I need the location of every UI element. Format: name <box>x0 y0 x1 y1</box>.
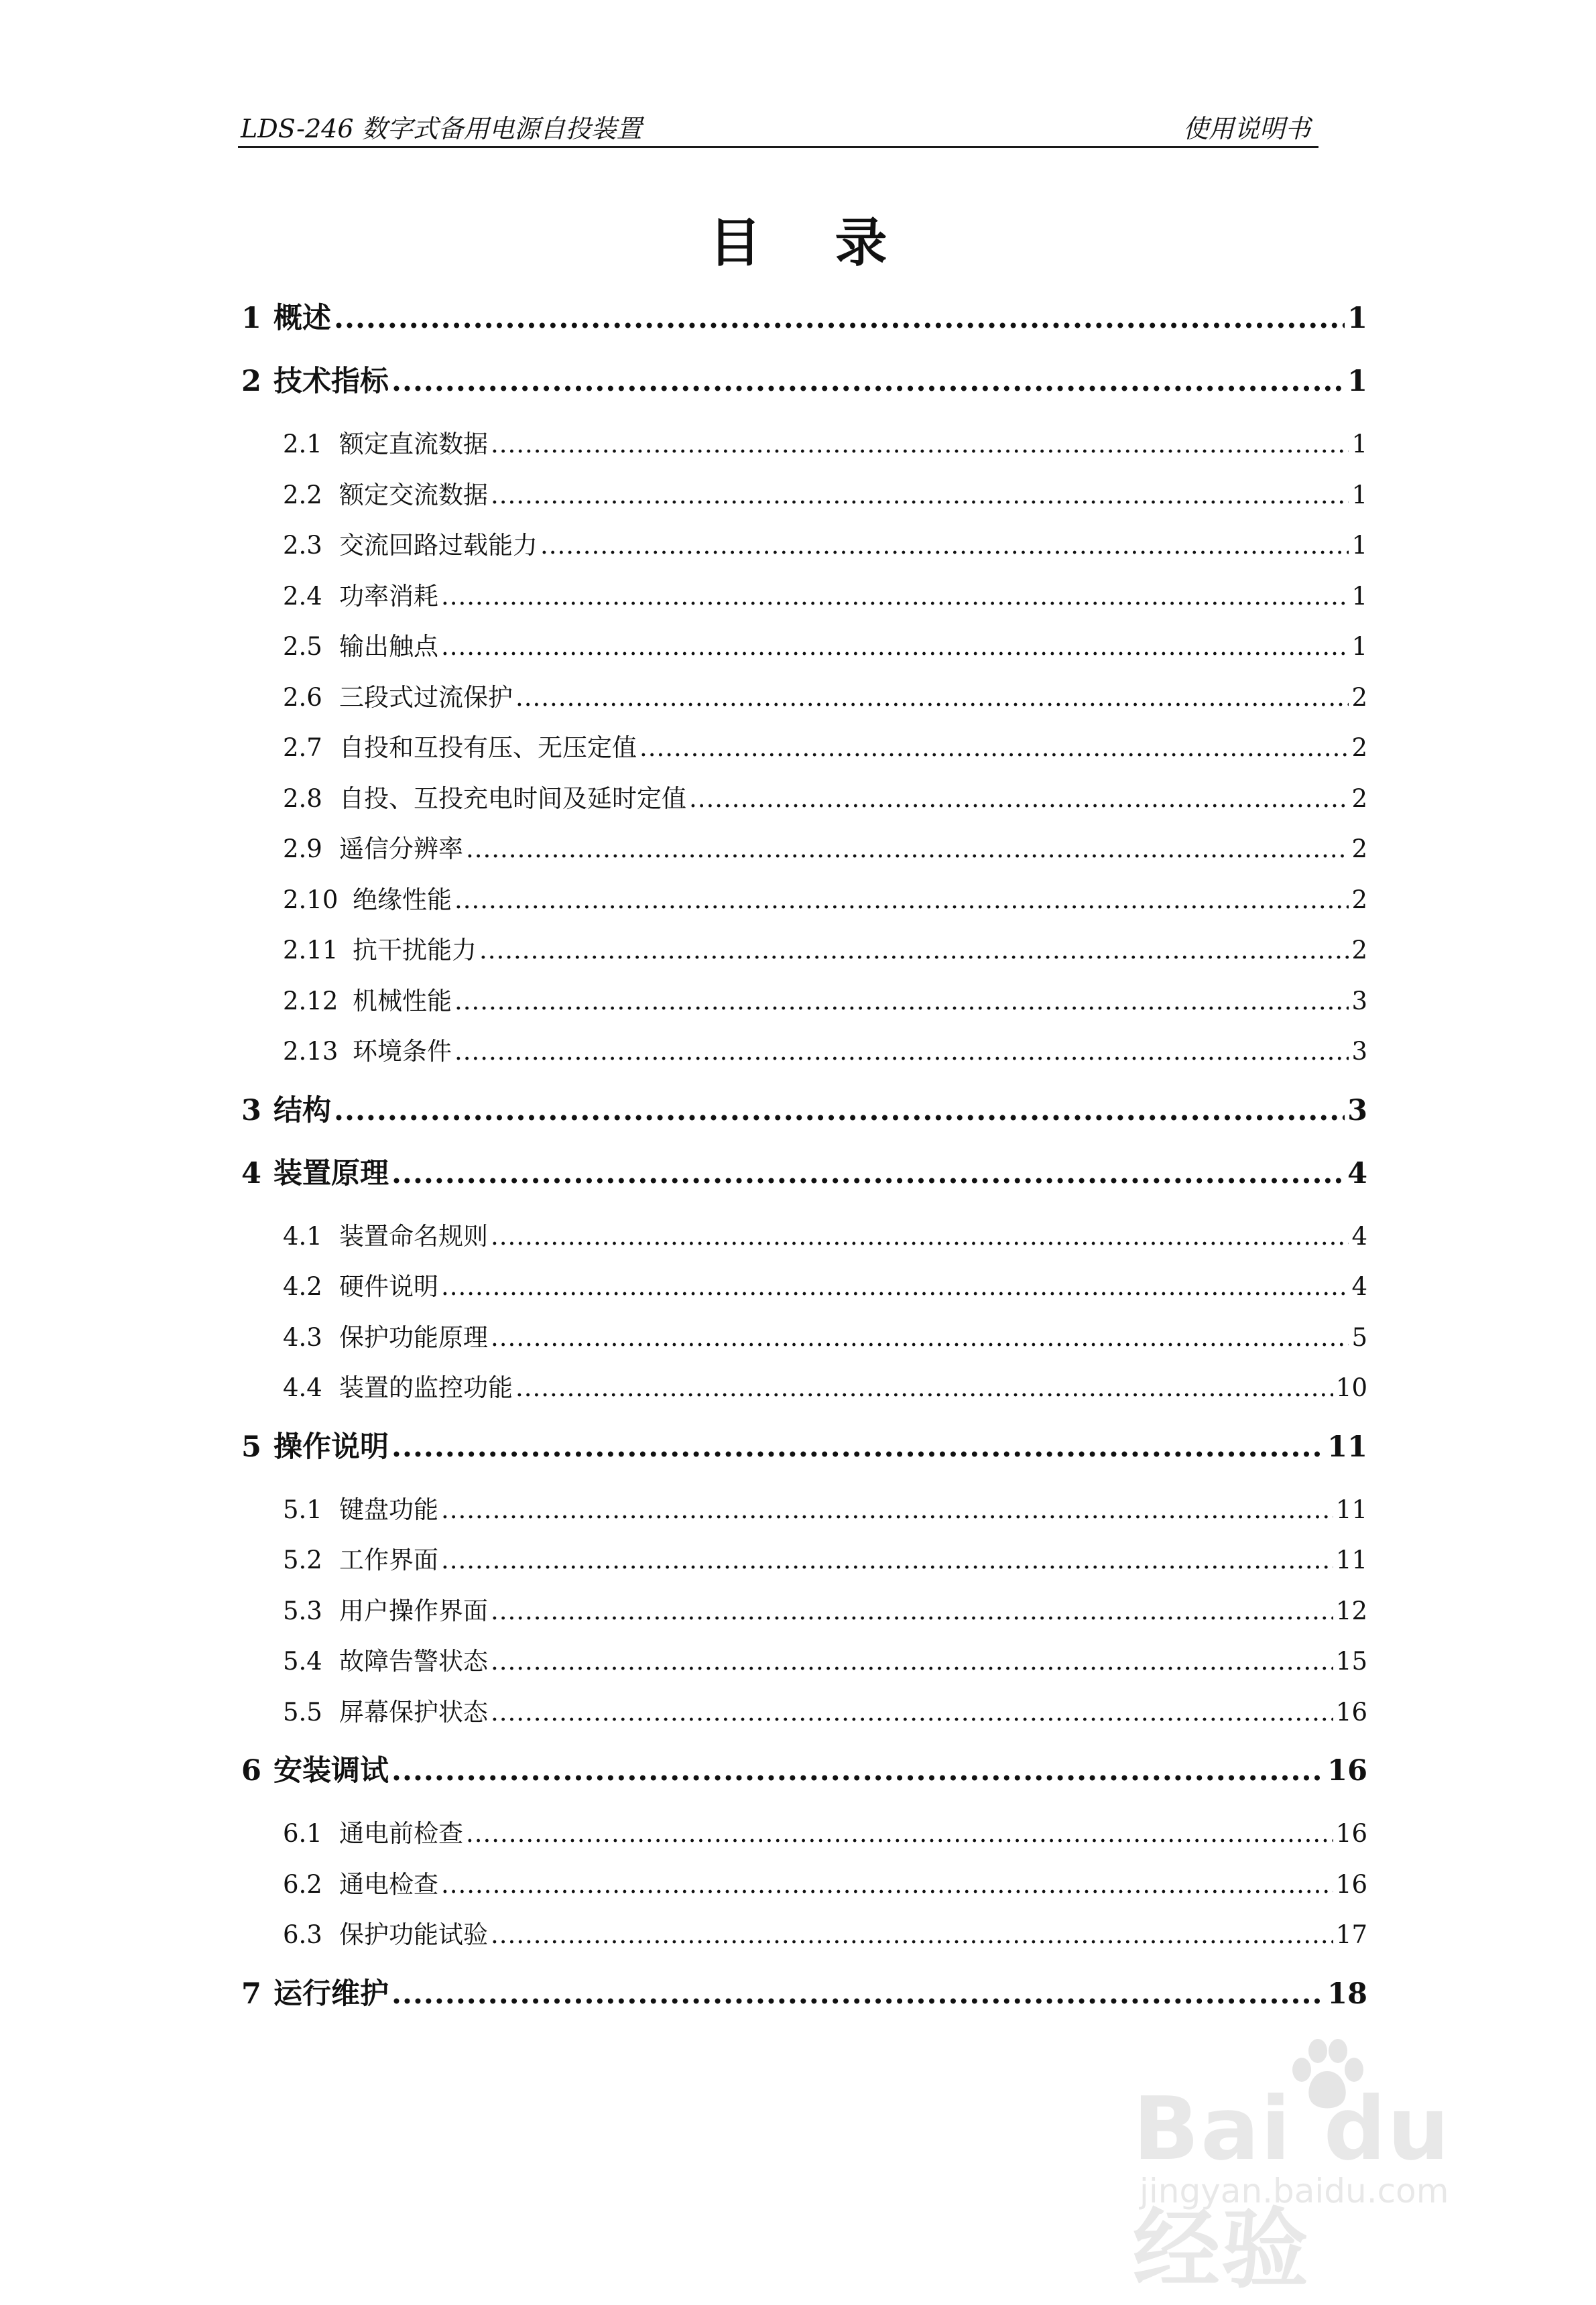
toc-entry-number: 2.9 <box>283 834 322 863</box>
toc-dot-leader <box>454 877 1349 924</box>
toc-section-entry[interactable] <box>241 1638 1367 1689</box>
toc-dot-leader <box>540 522 1349 569</box>
page-title: 目录 <box>709 212 961 273</box>
toc-entry-number: 2.11 <box>283 936 339 964</box>
toc-entry-label: 技术指标 <box>273 365 389 398</box>
toc-entry-page-number: 10 <box>1335 1373 1367 1402</box>
toc-chapter-entry[interactable] <box>241 1150 1367 1213</box>
toc-entry-page-number: 11 <box>1335 1495 1367 1524</box>
toc-entry-label: 键盘功能 <box>339 1495 438 1524</box>
toc-dot-leader <box>491 472 1349 519</box>
toc-section-entry[interactable] <box>241 1537 1367 1588</box>
toc-dot-leader <box>491 1689 1333 1736</box>
toc-section-entry[interactable] <box>241 1912 1367 1963</box>
toc-entry-label: 装置命名规则 <box>339 1221 488 1251</box>
watermark-brand: Bai du 经验 <box>1133 2078 1451 2300</box>
toc-section-entry[interactable] <box>241 573 1367 624</box>
toc-dot-leader <box>441 623 1349 670</box>
toc-entry-page-number: 16 <box>1335 1819 1367 1848</box>
toc-entry-page-number: 4 <box>1351 1221 1367 1251</box>
toc-entry-label: 通电前检查 <box>339 1819 463 1848</box>
toc-entry-label: 功率消耗 <box>339 581 438 611</box>
toc-entry-page-number: 11 <box>1335 1546 1367 1574</box>
toc-entry-label: 工作界面 <box>339 1546 438 1574</box>
toc-dot-leader <box>441 1487 1333 1534</box>
toc-chapter-entry[interactable] <box>241 358 1367 421</box>
toc-entry-label: 保护功能原理 <box>339 1322 488 1352</box>
toc-entry-label: 交流回路过载能力 <box>339 531 538 560</box>
toc-dot-leader <box>334 295 1345 342</box>
toc-entry-label: 额定直流数据 <box>339 430 488 458</box>
toc-dot-leader <box>441 1537 1333 1584</box>
toc-section-entry[interactable] <box>241 421 1367 472</box>
toc-dot-leader <box>391 1150 1345 1197</box>
toc-chapter-entry[interactable] <box>241 1747 1367 1810</box>
toc-chapter-entry[interactable] <box>241 1087 1367 1150</box>
toc-entry-number: 2.4 <box>283 581 322 611</box>
page-header <box>238 111 1318 148</box>
toc-dot-leader <box>454 1028 1349 1075</box>
toc-entry-number: 5.1 <box>283 1495 322 1524</box>
toc-entry-page-number: 15 <box>1335 1647 1367 1676</box>
toc-dot-leader <box>391 1747 1325 1794</box>
header-manual-label: 使用说明书 <box>1182 114 1310 143</box>
toc-entry-label: 硬件说明 <box>339 1272 438 1301</box>
toc-dot-leader <box>639 725 1349 771</box>
toc-entry-number: 5.3 <box>283 1596 322 1625</box>
toc-dot-leader <box>689 775 1349 822</box>
toc-entry-page-number: 17 <box>1335 1920 1367 1949</box>
toc-entry-number: 2.7 <box>283 733 322 762</box>
toc-entry-page-number: 2 <box>1351 885 1367 914</box>
toc-dot-leader <box>334 1087 1345 1134</box>
toc-section-entry[interactable] <box>241 1810 1367 1861</box>
toc-entry-number: 5.2 <box>283 1546 322 1574</box>
toc-entry-number: 1 <box>241 302 261 335</box>
toc-dot-leader <box>491 1912 1333 1958</box>
toc-entry-number: 4.3 <box>283 1322 322 1352</box>
toc-entry-number: 4 <box>241 1156 261 1190</box>
toc-entry-page-number: 11 <box>1327 1430 1367 1464</box>
toc-section-entry[interactable] <box>241 775 1367 826</box>
toc-entry-page-number: 2 <box>1351 936 1367 964</box>
toc-dot-leader <box>491 421 1349 468</box>
toc-entry-number: 5.5 <box>283 1697 322 1727</box>
toc-dot-leader <box>466 826 1349 873</box>
toc-dot-leader <box>441 1263 1349 1310</box>
toc-entry-page-number: 2 <box>1351 733 1367 762</box>
toc-entry-page-number: 16 <box>1335 1869 1367 1899</box>
toc-entry-number: 3 <box>241 1093 261 1127</box>
toc-entry-page-number: 5 <box>1351 1322 1367 1352</box>
toc-entry-label: 环境条件 <box>353 1037 452 1066</box>
toc-section-entry[interactable] <box>241 674 1367 725</box>
toc-entry-number: 2.10 <box>283 885 339 914</box>
toc-chapter-entry[interactable] <box>241 1971 1367 2034</box>
toc-section-entry[interactable] <box>241 1588 1367 1639</box>
toc-entry-page-number: 1 <box>1351 430 1367 458</box>
toc-entry-number: 2.13 <box>283 1037 339 1066</box>
toc-entry-number: 6 <box>241 1754 261 1788</box>
toc-entry-page-number: 18 <box>1327 1977 1367 2011</box>
toc-entry-label: 保护功能试验 <box>339 1920 488 1949</box>
toc-entry-number: 2.3 <box>283 531 322 560</box>
toc-entry-number: 4.2 <box>283 1272 322 1301</box>
toc-entry-number: 2.12 <box>283 986 339 1015</box>
toc-entry-page-number: 1 <box>1351 581 1367 611</box>
toc-entry-page-number: 3 <box>1347 1093 1367 1127</box>
toc-section-entry[interactable] <box>241 472 1367 523</box>
toc-entry-label: 输出触点 <box>339 632 438 661</box>
toc-chapter-entry[interactable] <box>241 295 1367 358</box>
toc-entry-label: 抗干扰能力 <box>353 936 477 964</box>
toc-section-entry[interactable] <box>241 1263 1367 1314</box>
toc-dot-leader <box>479 927 1349 974</box>
toc-section-entry[interactable] <box>241 623 1367 674</box>
toc-section-entry[interactable] <box>241 1028 1367 1079</box>
toc-entry-number: 5.4 <box>283 1647 322 1676</box>
toc-entry-page-number: 2 <box>1351 834 1367 863</box>
toc-entry-label: 三段式过流保护 <box>339 682 513 712</box>
toc-entry-label: 装置原理 <box>273 1156 389 1190</box>
toc-entry-number: 5 <box>241 1430 261 1464</box>
toc-section-entry[interactable] <box>241 1365 1367 1416</box>
toc-section-entry[interactable] <box>241 1487 1367 1538</box>
toc-entry-label: 概述 <box>273 302 331 335</box>
toc-dot-leader <box>491 1213 1349 1260</box>
toc-entry-number: 2.5 <box>283 632 322 661</box>
toc-entry-label: 用户操作界面 <box>339 1596 488 1625</box>
toc-entry-page-number: 1 <box>1347 302 1367 335</box>
toc-section-entry[interactable] <box>241 927 1367 978</box>
toc-entry-page-number: 12 <box>1335 1596 1367 1625</box>
toc-section-entry[interactable] <box>241 1314 1367 1365</box>
toc-entry-label: 故障告警状态 <box>339 1647 488 1676</box>
toc-entry-number: 6.1 <box>283 1819 322 1848</box>
toc-entry-number: 2.1 <box>283 430 322 458</box>
toc-entry-label: 遥信分辨率 <box>339 834 463 863</box>
table-of-contents <box>241 295 1367 2034</box>
toc-section-entry[interactable] <box>241 826 1367 877</box>
toc-section-entry[interactable] <box>241 978 1367 1029</box>
toc-dot-leader <box>491 1588 1333 1635</box>
toc-entry-label: 通电检查 <box>339 1869 438 1899</box>
toc-entry-number: 2.2 <box>283 480 322 509</box>
toc-section-entry[interactable] <box>241 1213 1367 1264</box>
toc-dot-leader <box>515 674 1349 721</box>
toc-section-entry[interactable] <box>241 1861 1367 1912</box>
toc-entry-number: 6.2 <box>283 1869 322 1899</box>
toc-entry-number: 7 <box>241 1977 261 2011</box>
toc-entry-number: 4.1 <box>283 1221 322 1251</box>
toc-entry-page-number: 4 <box>1351 1272 1367 1301</box>
toc-chapter-entry[interactable] <box>241 1424 1367 1487</box>
toc-dot-leader <box>391 1424 1325 1471</box>
toc-entry-page-number: 1 <box>1351 632 1367 661</box>
toc-entry-number: 4.4 <box>283 1373 322 1402</box>
toc-entry-label: 操作说明 <box>273 1430 389 1464</box>
toc-entry-page-number: 3 <box>1351 1037 1367 1066</box>
toc-entry-label: 装置的监控功能 <box>339 1373 513 1402</box>
toc-entry-page-number: 1 <box>1347 365 1367 398</box>
toc-entry-label: 结构 <box>273 1093 331 1127</box>
toc-dot-leader <box>491 1638 1333 1685</box>
toc-entry-page-number: 1 <box>1351 480 1367 509</box>
toc-entry-label: 额定交流数据 <box>339 480 488 509</box>
toc-entry-label: 运行维护 <box>273 1977 389 2011</box>
toc-entry-label: 绝缘性能 <box>353 885 452 914</box>
toc-section-entry[interactable] <box>241 1689 1367 1740</box>
baidu-watermark <box>1133 2038 1508 2300</box>
toc-entry-page-number: 4 <box>1347 1156 1367 1190</box>
toc-dot-leader <box>454 978 1349 1025</box>
toc-entry-number: 2.6 <box>283 682 322 712</box>
toc-dot-leader <box>441 1861 1333 1908</box>
toc-entry-number: 2.8 <box>283 784 322 813</box>
toc-entry-page-number: 2 <box>1351 682 1367 712</box>
toc-dot-leader <box>391 1971 1325 2017</box>
toc-entry-label: 安装调试 <box>273 1754 389 1788</box>
toc-section-entry[interactable] <box>241 725 1367 775</box>
toc-section-entry[interactable] <box>241 522 1367 573</box>
header-document-title: LDS-246 数字式备用电源自投装置 <box>241 114 642 143</box>
toc-entry-page-number: 3 <box>1351 986 1367 1015</box>
toc-dot-leader <box>491 1314 1349 1361</box>
toc-entry-label: 机械性能 <box>353 986 452 1015</box>
toc-dot-leader <box>441 573 1349 620</box>
toc-dot-leader <box>515 1365 1333 1412</box>
toc-entry-label: 屏幕保护状态 <box>339 1697 488 1727</box>
toc-entry-number: 6.3 <box>283 1920 322 1949</box>
toc-section-entry[interactable] <box>241 877 1367 928</box>
toc-entry-page-number: 2 <box>1351 784 1367 813</box>
toc-entry-page-number: 16 <box>1327 1754 1367 1788</box>
toc-entry-label: 自投、互投充电时间及延时定值 <box>339 784 686 813</box>
toc-entry-number: 2 <box>241 365 261 398</box>
watermark-url: jingyan.baidu.com <box>1140 2172 1449 2210</box>
toc-entry-page-number: 16 <box>1335 1697 1367 1727</box>
toc-entry-page-number: 1 <box>1351 531 1367 560</box>
toc-dot-leader <box>391 358 1345 405</box>
toc-entry-label: 自投和互投有压、无压定值 <box>339 733 637 762</box>
toc-dot-leader <box>466 1810 1333 1857</box>
